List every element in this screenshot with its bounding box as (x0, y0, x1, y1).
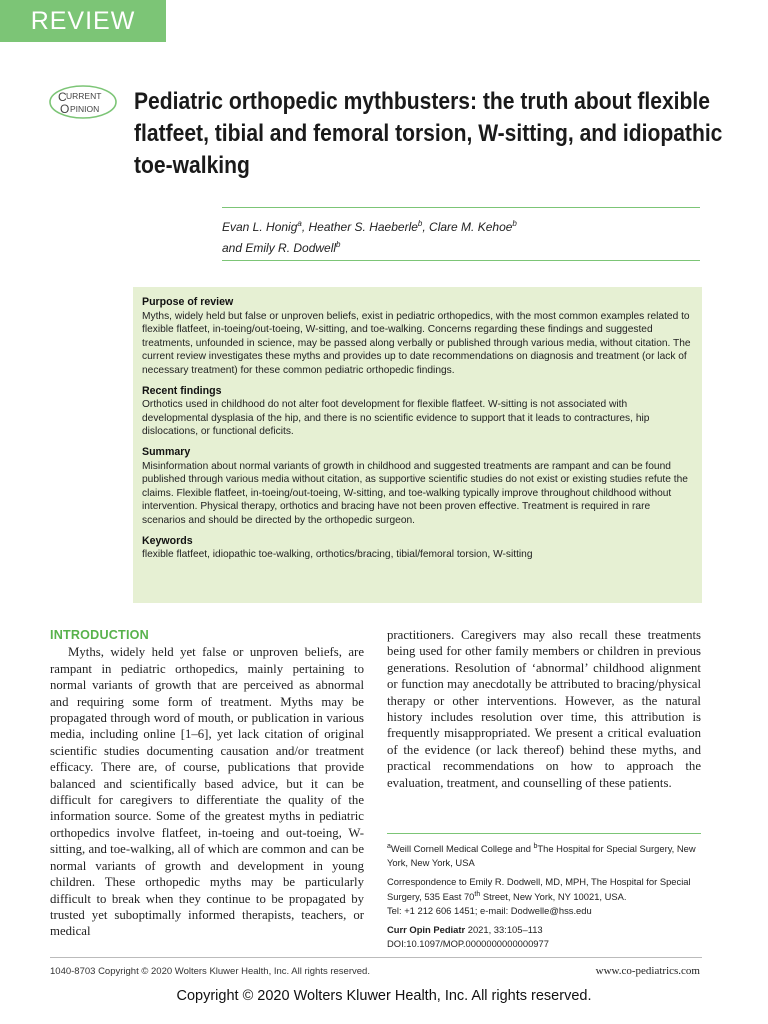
author-affiliation-mark: b (336, 240, 341, 249)
title-divider-top (222, 207, 700, 208)
review-tab (0, 0, 166, 42)
title-divider-bottom (222, 260, 700, 261)
svg-text:PINION: PINION (70, 104, 100, 114)
journal-website-link[interactable]: www.co-pediatrics.com (595, 965, 700, 977)
abstract-box (133, 287, 702, 603)
summary-heading: Summary (142, 445, 191, 458)
author-name: Heather S. Haeberle (308, 220, 418, 234)
article-title: Pediatric orthopedic mythbusters: the truth about flexible flatfeet, tibial and femoral torsion, W-sitting, and idiopathic toe-walking (134, 88, 723, 179)
author-name: and Emily R. Dodwell (222, 241, 337, 255)
keywords-heading: Keywords (142, 534, 193, 547)
findings-text: Orthotics used in childhood do not alter foot development for flexible flatfeet. W-sitting is not associated with developmental dysplasia of the hip, and there is no scientific evidence to support that it leads to contractures, hip dislocations, or functional deficits. (142, 399, 650, 438)
author-affiliation-mark: a (297, 219, 302, 228)
footnotes (387, 840, 703, 950)
affiliations: $^a$Weill Cornell Medical College and $^b$The Hospital for Special Surgery, New York, New York, USA (387, 843, 696, 868)
author-affiliation-mark: b (417, 219, 423, 228)
purpose-heading: Purpose of review (142, 296, 234, 308)
footnote-divider (387, 833, 701, 834)
intro-paragraph-right: practitioners. Caregivers may also recall these treatments being used for other family members or children in previous generations. Resolution of ‘abnormal’ childhood alignment or function may anecdotally be attributed to bracing/physical therapy or other interventions. However, as the natural history includes resolution over time, this attribution is frequently misappropriated. We present a critical evaluation of the evidence (or lack thereof) behind these myths, and practical recommendations on how to approach the evaluation, treatment, and counselling of these patients. (387, 628, 701, 790)
doi: DOI:10.1097/MOP.0000000000000977 (387, 937, 549, 949)
contact-info: Tel: +1 212 606 1451; e-mail: Dodwelle@hss.edu (387, 904, 592, 916)
author-list: Evan L. Honig$^a$, Heather S. Haeberle$^b$, Clare M. Kehoe$^b$ and Emily R. Dodwell$^b$ (222, 219, 517, 255)
body-column-right (387, 627, 701, 791)
summary-text: Misinformation about normal variants of growth in childhood and suggested treatments are rampant and can be found published through various media without citation, as supportive scientific studies do not exist or existing studies refute the claims. Flexible flatfeet, in-toeing/out-toeing, W-sitting, and toe-walking typically improve throughout childhood without intervention. Physical therapy, orthotics and bracing have not been proven effective. Treatment is required in rare scenarios and should be directed by the orthopedic surgeon. (142, 460, 688, 526)
author-affiliation-mark: b (512, 219, 517, 228)
journal-citation: Curr Opin Pediatr 2021, 33:105–113 (387, 924, 543, 936)
intro-paragraph-left: Myths, widely held yet false or unproven beliefs, are rampant in pediatric orthopedics, mainly pertaining to normal variants of growth that are perceived as abnormal and requiring some form of treatment. Myths may be propagated through word of mouth, or publication in various media, including online [1–6], yet lack citation of original scientific studies documenting causation and/or treatment efficacy. There are, of course, publications that provide balanced and scientifically based advice, but it can be difficult for caregivers to differentiate the quality of the information source. Some of the greatest myths in pediatric orthopedics involve flatfeet, in-toeing and out-toeing, W-sitting, and toe-walking, all of which are common and can be normal variants of growth and development in young children. These orthopedic myths may be particularly difficult to break when they continue to be propagated by trusted yet suboptimally informed therapists, teachers, or medical (50, 645, 364, 939)
footer-issn-copyright: 1040-8703 Copyright © 2020 Wolters Kluwer Health, Inc. All rights reserved. (50, 966, 370, 977)
findings-heading: Recent findings (142, 384, 222, 397)
keywords-text: flexible flatfeet, idiopathic toe-walking, orthotics/bracing, tibial/femoral torsion, W-sitting (142, 549, 533, 561)
correspondence: Correspondence to Emily R. Dodwell, MD, MPH, The Hospital for Special Surgery, 535 East 70th Street, New York, NY 10021, USA. Tel: +1 212 606 1451; e-mail: Dodwelle@hss.edu (387, 875, 691, 916)
svg-text:O: O (60, 102, 70, 116)
svg-text:C: C (58, 90, 67, 104)
current-opinion-logo (48, 84, 118, 120)
svg-text:URRENT: URRENT (66, 91, 102, 101)
copyright-notice: Copyright © 2020 Wolters Kluwer Health, Inc. All rights reserved. (176, 988, 592, 1004)
purpose-text: Myths, widely held but false or unproven beliefs, exist in pediatric orthopedics, with the most common examples related to flexible flatfeet, in-toeing/out-toeing, W-sitting, and toe-walking. Concerns regarding these findings and suggested treatments, unfounded in science, may be passed along verbally or published through various media, without citation. The current review investigates these myths and provides up to date recommendations on diagnosis and treatment (or lack of necessary treatment) for these common pediatric orthopedic findings. (142, 310, 691, 376)
author-name: Evan L. Honig (222, 220, 298, 234)
footer-divider (50, 957, 702, 958)
introduction-heading: INTRODUCTION (50, 628, 149, 642)
review-tab-label: REVIEW (30, 6, 136, 35)
body-column-left (50, 627, 364, 940)
author-name: Clare M. Kehoe (429, 220, 513, 234)
